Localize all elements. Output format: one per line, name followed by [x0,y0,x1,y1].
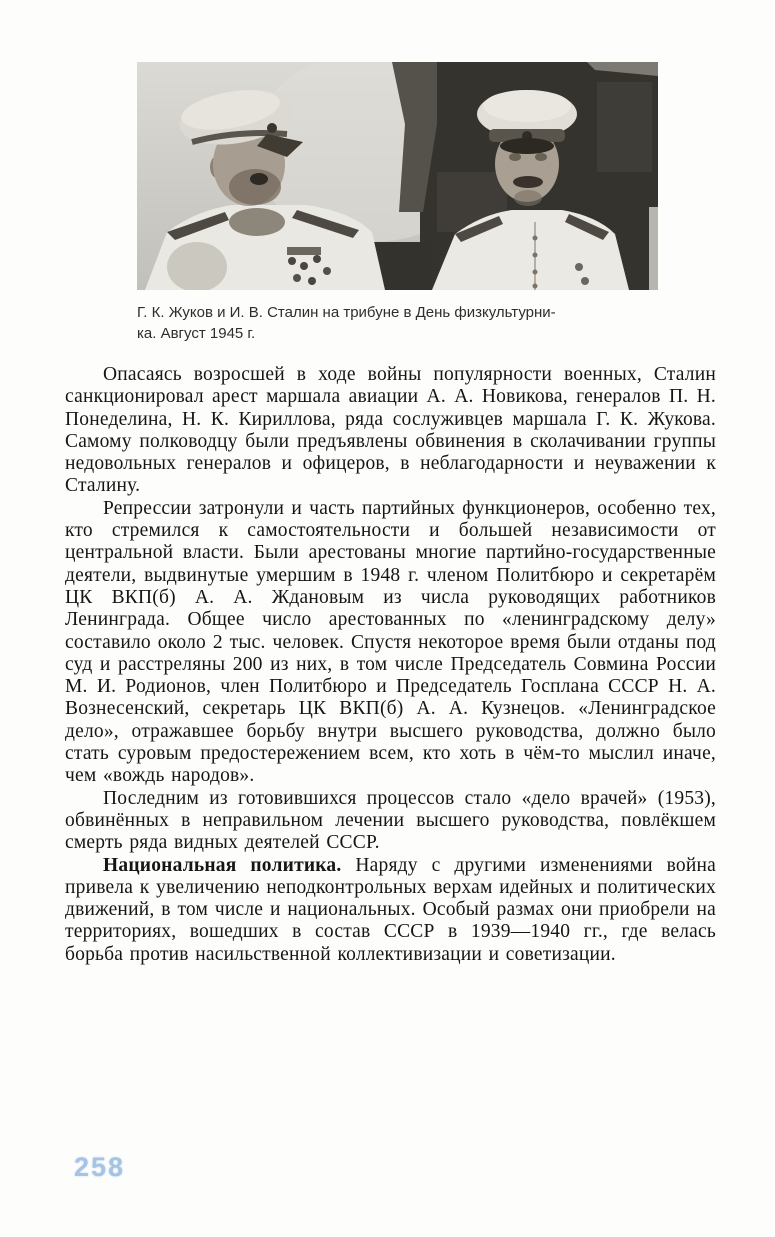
paragraph-text: Наряду с другими изменениями война привела к увеличению неподконтрольных верхам идейных и политических движений, в том числе и национальных. Особый размах они приобрели на территориях, вошедших в состав СССР в 1939—1940 гг., где велась борьба против насильственной коллективизации и советизации. [65,854,716,965]
photo-caption-line-2: ка. Август 1945 г. [137,325,256,342]
paragraph-leningrad-affair [65,498,716,788]
paragraph-doctors-plot [65,788,716,855]
body-text [65,364,716,966]
photo-zhukov-stalin [137,62,658,290]
paragraph-repressions-military [65,364,716,498]
paragraph-text: Репрессии затронули и часть партийных функционеров, особенно тех, кто стремился к самостоятельности и большей независимости от центральной власти. Были арестованы многие партийно-государственные деятели, выдвинутые умершим в 1948 г. членом Политбюро и секретарём ЦК ВКП(б) А. А. Ждановым из числа руководящих работников Ленинграда. Общее число арестованных по «ленинградскому делу» составило около 2 тыс. человек. Спустя некоторое время были отданы под суд и расстреляны 200 из них, в том числе Председатель Совмина России М. И. Родионов, член Политбюро и Председатель Госплана СССР Н. А. Вознесенский, секретарь ЦК ВКП(б) А. А. Кузнецов. «Ленинградское дело», отражавшее борьбу внутри высшего руководства, должно было стать суровым предостережением всем, кто хоть в чём-то мыслил иначе, чем «вождь народов». [65,497,716,787]
photo-illustration [137,62,658,290]
paragraph-text: Опасаясь возросшей в ходе войны популярности военных, Сталин санкционировал арест маршала авиации А. А. Новикова, генералов П. Н. Понеделина, Н. К. Кириллова, ряда сослуживцев маршала Г. К. Жукова. Самому полководцу были предъявлены обвинения в сколачивании группы недовольных генералов и офицеров, в неблагодарности и неуважении к Сталину. [65,364,716,497]
paragraph-national-policy [65,855,716,966]
paragraph-text: Последним из готовившихся процессов стало «дело врачей» (1953), обвинённых в неправильном лечении высшего руководства, повлёкшем смерть ряда видных деятелей СССР. [65,787,716,854]
photo-caption-line-1: Г. К. Жуков и И. В. Сталин на трибуне в День физкультурни- [137,304,556,321]
photo-dark-texture [597,82,652,172]
photo-caption [137,302,657,344]
photo-edge-light [649,207,658,290]
paragraph-heading-national-policy: Национальная политика. [103,854,356,876]
page-number: 258 [74,1152,126,1182]
